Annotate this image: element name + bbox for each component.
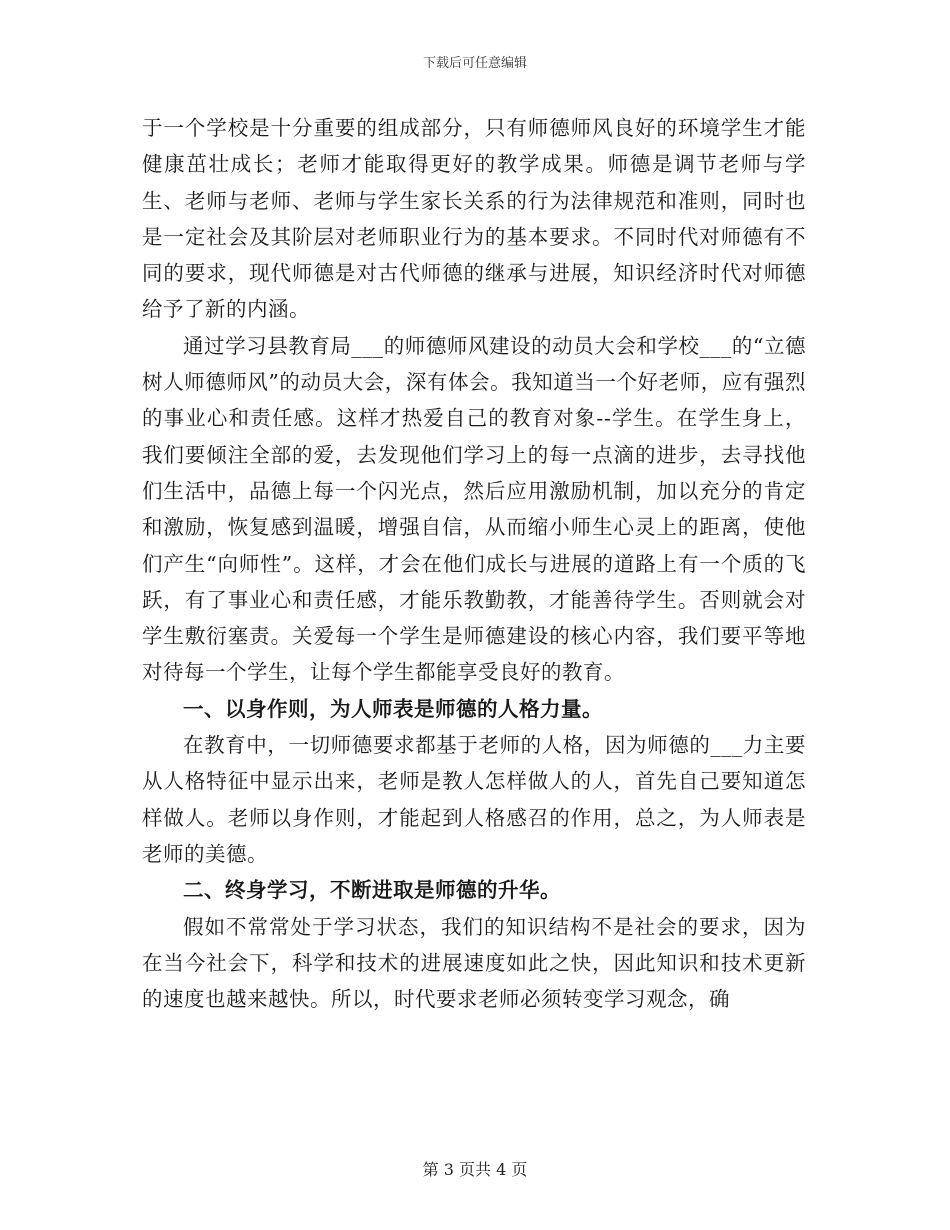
- paragraph-continued: 于一个学校是十分重要的组成部分，只有师德师风良好的环境学生才能健康茁壮成长；老师才能取得更好的教学成果。师德是调节老师与学生、老师与老师、老师与学生家长关系的行为法律规范和准则，同时也是一定社会及其阶层对老师职业行为的基本要求。不同时代对师德有不同的要求，现代师德是对古代师德的继承与进展，知识经济时代对师德给予了新的内涵。: [142, 116, 806, 322]
- page-header: 下载后可任意编辑: [422, 56, 527, 71]
- section-heading-2: 二、终身学习，不断进取是师德的升华。: [183, 878, 561, 903]
- paragraph-personality: 在教育中，一切师德要求都基于老师的人格，因为师德的___力主要从人格特征中显示出来，老师是教人怎样做人的人，首先自己要知道怎样做人。老师以身作则，才能起到人格感召的作用，总之，为人师表是老师的美德。: [142, 733, 806, 866]
- paragraph-lifelong-learning: 假如不常常处于学习状态，我们的知识结构不是社会的要求，因为在当今社会下，科学和技术的进展速度如此之快，因此知识和技术更新的速度也越来越快。所以，时代要求老师必须转变学习观念，确: [142, 914, 806, 1012]
- section-heading-1: 一、以身作则，为人师表是师德的人格力量。: [183, 696, 603, 721]
- paragraph-study-experience: 通过学习县教育局___的师德师风建设的动员大会和学校___的“立德树人师德师风”的动员大会，深有体会。我知道当一个好老师，应有强烈的事业心和责任感。这样才热爱自己的教育对象--学生。在学生身上，我们要倾注全部的爱，去发现他们学习上的每一点滴的进步，去寻找他们生活中，品德上每一个闪光点，然后应用激励机制，加以充分的肯定和激励，恢复感到温暖，增强自信，从而缩小师生心灵上的距离，使他们产生“向师性”。这样，才会在他们成长与进展的道路上有一个质的飞跃，有了事业心和责任感，才能乐教勤教，才能善待学生。否则就会对学生敷衍塞责。关爱每一个学生是师德建设的核心内容，我们要平等地对待每一个学生，让每个学生都能享受良好的教育。: [142, 333, 806, 685]
- document-body: [142, 110, 806, 1017]
- page-footer: 第 3 页共 4 页: [422, 1160, 528, 1179]
